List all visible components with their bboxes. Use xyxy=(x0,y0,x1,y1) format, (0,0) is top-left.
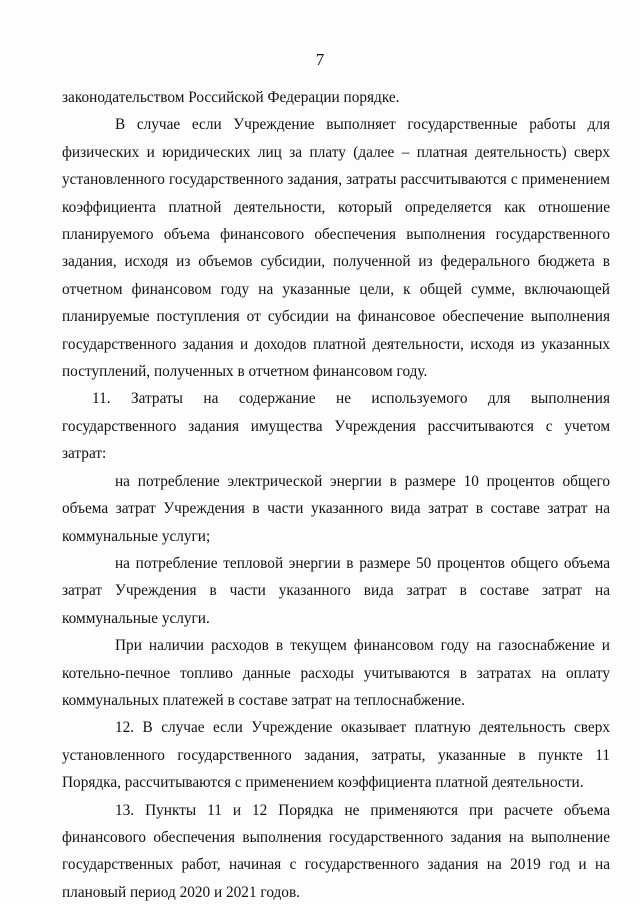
paragraph-electric-energy: на потребление электрической энергии в размере 10 процентов общего объема затрат Учреждения в части указанного вида затрат в составе затрат на коммунальные услуги; xyxy=(62,472,610,545)
paragraph-item-12: 12. В случае если Учреждение оказывает платную деятельность сверх установленного государственного задания, затраты, указанные в пункте 11 Порядка, рассчитываются с применением коэффициента платной деятельности. xyxy=(62,719,610,792)
paragraph-paid-activity: В случае если Учреждение выполняет государственные работы для физических и юридических лиц за плату (далее – платная деятельность) сверх установленного государственного задания, затраты рассчитываются с применением коэффициента платной деятельности, который определяется как отношение планируемого объема финансового обеспечения выполнения государственного задания, исходя из объемов субсидии, полученной из федерального бюджета в отчетном финансовом году на указанные цели, к общей сумме, включающей планируемые поступления от субсидии на финансовое обеспечение выполнения государственного задания и доходов платной деятельности, исходя из указанных поступлений, полученных в отчетном финансовом году. xyxy=(62,116,610,381)
paragraph-gas-supply: При наличии расходов в текущем финансовом году на газоснабжение и котельно-печное топливо данные расходы учитываются в затратах на оплату коммунальных платежей в составе затрат на теплоснабжение. xyxy=(62,637,610,709)
paragraph-item-11: 11. Затраты на содержание не используемого для выполнения государственного задания имущества Учреждения рассчитываются с учетом затрат: xyxy=(62,390,610,463)
paragraph-thermal-energy: на потребление тепловой энергии в размере 50 процентов общего объема затрат Учреждения в части указанного вида затрат в составе затрат на коммунальные услуги. xyxy=(62,554,610,627)
document-body xyxy=(62,84,610,906)
paragraph-continuation: законодательством Российской Федерации порядке. xyxy=(62,89,400,106)
page-number: 7 xyxy=(315,50,325,69)
paragraph-item-13: 13. Пункты 11 и 12 Порядка не применяются при расчете объема финансового обеспечения выполнения государственного задания на выполнение государственных работ, начиная с государственного задания на 2019 год и на плановый период 2020 и 2021 годов. xyxy=(62,801,610,901)
